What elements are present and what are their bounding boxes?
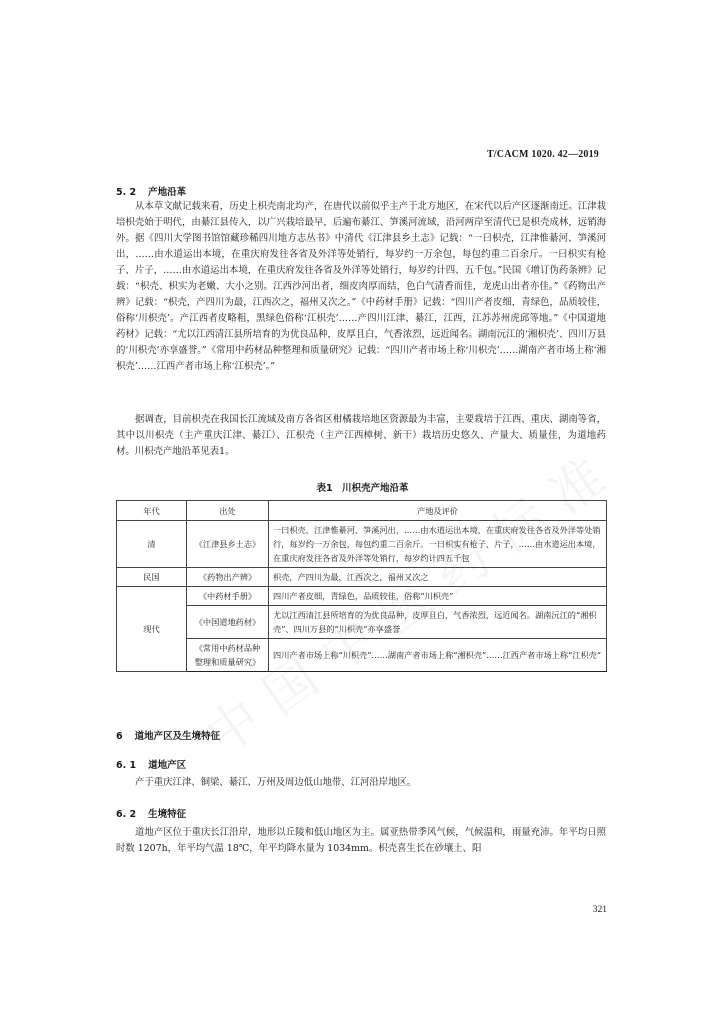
standard-code: T/CACM 1020. 42—2019: [486, 149, 599, 160]
origin-history-table: [116, 500, 607, 672]
table-header-row: [117, 501, 607, 521]
source-cell: 《中药材手册》: [187, 587, 269, 606]
section-title: 产地沿革: [148, 187, 187, 198]
content-cell: 四川产者市场上称“川枳壳”……湖南产者市场上称“湘枳壳”……江西产者市场上称“江枳壳”: [269, 639, 607, 672]
history-paragraph-1: 从本草文献记载来看，历史上枳壳南北均产，在唐代以前似乎主产于北方地区，在宋代以后产区逐渐南迁。江津栽培枳壳始于明代，由綦江县传入，以广兴栽培最早，后遍布綦江、笋溪河流域，沿河两岸至清代已是枳壳成林，远销海外。据《四川大学图书馆馆藏珍稀四川地方志丛书》中清代《江津县乡土志》记载：“一曰枳壳，江津惟綦河、笋溪河出，……由水道运出本境，在重庆府发往各省及外洋等处销行，每岁约一万余包，每包约重二百余斤。一曰枳实有枪子、片子，……由水道运出本境，在重庆府发往各省及外洋等处销行，每岁约计四、五千包。”民国《增订伪药条辨》记载：“枳壳、枳实为老嫩、大小之别。江西沙河出者，细皮肉厚而结，色白气清香而佳，龙虎山出者亦佳。”《药物出产辨》记载：“枳壳，产四川为最，江西次之，福州又次之。”《中药材手册》记载：“四川产者皮细，青绿色，品质较佳，俗称‘川枳壳’。产江西者皮略粗，黑绿色俗称‘江枳壳’……产四川江津、綦江，江西，江苏苏州虎邱等地。”《中国道地药材》记载：“尤以江西清江县所培育的为优良品种，皮厚且白，气香浓烈，远近闻名。湖南沅江的‘湘枳壳’、四川万县的‘川枳壳’亦享盛誉。”《常用中药材品种整理和质量研究》记载：“四川产者市场上称‘川枳壳’……湖南产者市场上称‘湘枳壳’……江西产者市场上称‘江枳壳’。”: [116, 201, 606, 372]
table-row: [117, 587, 607, 606]
section-6-2-heading: [116, 806, 186, 820]
table-row: [117, 568, 607, 587]
source-cell: 《中国道地药材》: [187, 606, 269, 639]
section-title: 道地产区及生境特征: [134, 731, 221, 742]
section-6-heading: [116, 728, 220, 742]
header-content: 产地及评价: [269, 501, 607, 521]
header-era: 年代: [117, 501, 187, 521]
table-row: [117, 606, 607, 639]
source-cell: 《药物出产辨》: [187, 568, 269, 587]
source-cell: 《常用中药材品种整理和质量研究》: [187, 639, 269, 672]
habitat-paragraph: 道地产区位于重庆长江沿岸，地形以丘陵和低山地区为主。属亚热带季风气候，气候温和，雨量充沛。年平均日照时数 1207h，年平均气温 18℃，年平均降水量为 1034mm。枳壳喜生长在砂壤土、阳: [116, 827, 606, 854]
section-number: 6. 1: [116, 760, 137, 771]
content-cell: 枳壳，产四川为最，江西次之，福州又次之: [269, 568, 607, 587]
section-6-1-heading: [116, 757, 186, 771]
section-5-2-heading: [116, 184, 186, 198]
section-title: 生境特征: [148, 809, 187, 820]
section-title: 道地产区: [148, 760, 187, 771]
era-cell: 民国: [117, 568, 187, 587]
source-cell: 《江津县乡土志》: [187, 521, 269, 568]
era-cell: 现代: [117, 587, 187, 672]
table-row: [117, 521, 607, 568]
header-source: 出处: [187, 501, 269, 521]
history-paragraph-2: 据调查，目前枳壳在我国长江流域及南方各省区柑橘栽培地区资源最为丰富，主要栽培于江西、重庆、湖南等省，其中以川枳壳（主产重庆江津、綦江）、江枳壳（主产江西樟树、新干）栽培历史悠久、产量大、质量佳，为道地药材。川枳壳产地沿革见表1。: [116, 414, 606, 457]
section-number: 6. 2: [116, 809, 137, 820]
region-paragraph: 产于重庆江津、铜梁、綦江、万州及周边低山地带、江河沿岸地区。: [135, 777, 417, 788]
section-number: 6: [116, 731, 123, 742]
content-cell: 四川产者皮细，青绿色，品质较佳，俗称“川枳壳”: [269, 587, 607, 606]
table-row: [117, 639, 607, 672]
page-number: 321: [592, 905, 607, 915]
content-cell: 尤以江西清江县所培育的为优良品种，皮厚且白，气香浓烈，远近闻名。湖南沅江的“湘枳壳”、四川万县的“川枳壳”亦享盛誉: [269, 606, 607, 639]
table-caption: 表1 川枳壳产地沿革: [316, 483, 409, 494]
section-number: 5. 2: [116, 187, 137, 198]
era-cell: 清: [117, 521, 187, 568]
content-cell: 一曰枳壳，江津惟綦河、笋溪河出，……由水道运出本境，在重庆府发往各省及外洋等处销行，每岁约一万余包，每包约重二百余斤。一曰枳实有枪子、片子，……由水道运出本境，在重庆府发往各省及外洋等处销行，每岁约计四五千包: [269, 521, 607, 568]
